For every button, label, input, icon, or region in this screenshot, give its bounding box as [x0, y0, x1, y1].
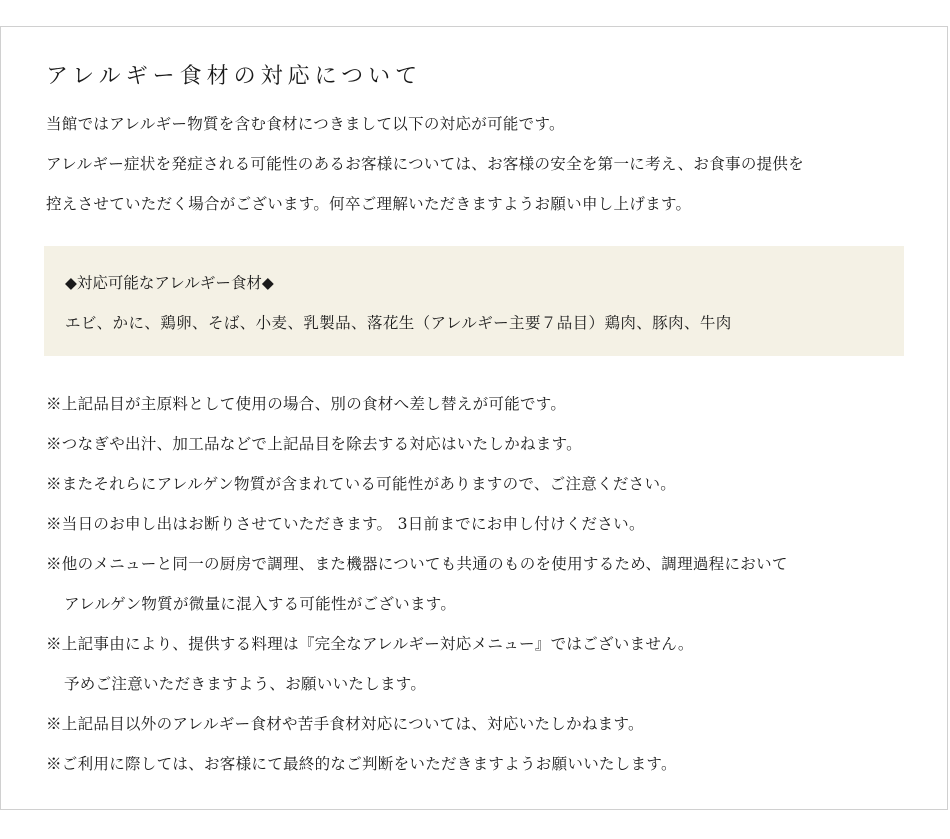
intro-section: [46, 109, 926, 229]
note-line: ※上記事由により、提供する料理は『完全なアレルギー対応メニュー』ではございません。: [46, 635, 694, 653]
note-line: ※またそれらにアレルゲン物質が含まれている可能性がありますので、ご注意ください。: [46, 475, 677, 493]
note-line: ※つなぎや出汁、加工品などで上記品目を除去する対応はいたしかねます。: [46, 435, 582, 453]
note-line: ※他のメニューと同一の厨房で調理、また機器についても共通のものを使用するため、調理過程において: [46, 555, 788, 573]
note-line: ※ご利用に際しては、お客様にて最終的なご判断をいただきますようお願いいたします。: [46, 755, 677, 773]
note-line: ※上記品目が主原料として使用の場合、別の食材へ差し替えが可能です。: [46, 395, 567, 413]
intro-line: アレルギー症状を発症される可能性のあるお客様については、お客様の安全を第一に考え、お食事の提供を: [46, 155, 805, 173]
allergen-list: エビ、かに、鶏卵、そば、小麦、乳製品、落花生（アレルギー主要７品目）鶏肉、豚肉、牛肉: [65, 314, 732, 332]
note-line: ※当日のお申し出はお断りさせていただきます。 3日前までにお申し付けください。: [46, 515, 645, 533]
notes-section: [46, 389, 926, 789]
note-line-continuation: アレルゲン物質が微量に混入する可能性がございます。: [64, 595, 457, 613]
intro-line: 当館ではアレルギー物質を含む食材につきまして以下の対応が可能です。: [46, 115, 565, 133]
allergen-box: [44, 246, 904, 356]
note-line: ※上記品目以外のアレルギー食材や苦手食材対応については、対応いたしかねます。: [46, 715, 644, 733]
page-title: アレルギー食材の対応について: [46, 64, 423, 89]
allergen-box-title: ◆対応可能なアレルギー食材◆: [65, 274, 274, 292]
note-line-continuation: 予めご注意いただきますよう、お願いいたします。: [64, 675, 427, 693]
intro-line: 控えさせていただく場合がございます。何卒ご理解いただきますようお願い申し上げます。: [46, 195, 692, 213]
